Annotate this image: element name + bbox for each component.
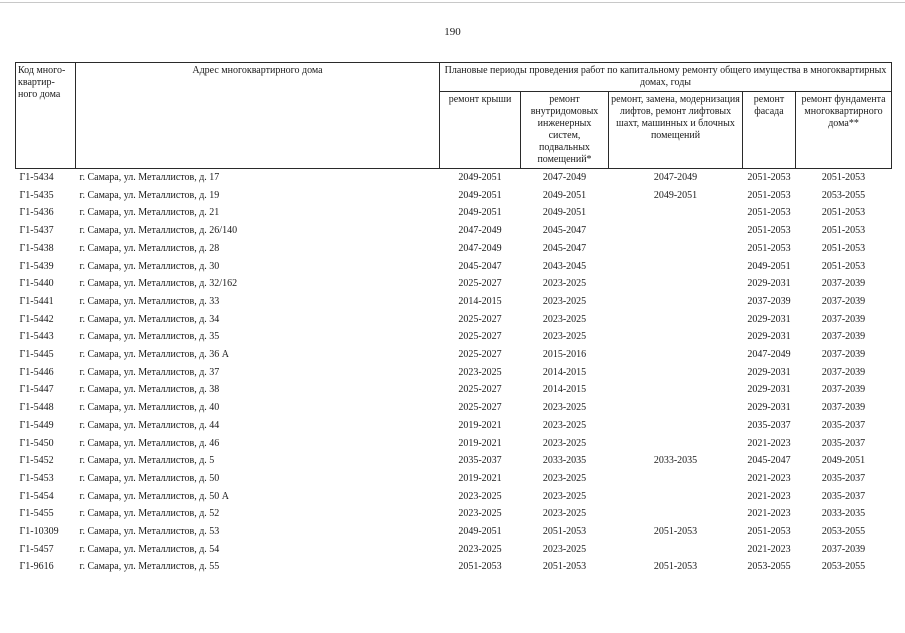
cell-address: г. Самара, ул. Металлистов, д. 28 (79, 242, 220, 254)
cell-lifts (609, 222, 743, 240)
cell-address: г. Самара, ул. Металлистов, д. 53 (79, 526, 220, 538)
cell-systems: 2045-2047 (542, 225, 587, 237)
cell-roof: 2023-2025 (458, 366, 502, 378)
cell-roof: 2035-2037 (458, 455, 502, 467)
header-row-top (16, 63, 892, 92)
header-lifts: ремонт, замена, модернизация лифтов, ремонт лифтовых шахт, машинных и блочных помещений (609, 92, 743, 169)
cell-code: Г1-9616 (19, 561, 54, 573)
cell-facade: 2029-2031 (747, 384, 791, 396)
cell-address: г. Самара, ул. Металлистов, д. 32/162 (79, 278, 238, 290)
cell-systems: 2049-2051 (542, 207, 587, 219)
cell-systems: 2051-2053 (542, 561, 587, 573)
cell-foundation: 2049-2051 (821, 455, 866, 467)
cell-address: г. Самара, ул. Металлистов, д. 40 (79, 402, 220, 414)
cell-lifts: 2051-2053 (653, 561, 698, 573)
cell-address: г. Самара, ул. Металлистов, д. 38 (79, 384, 220, 396)
cell-facade: 2053-2055 (747, 561, 791, 573)
cell-lifts (609, 399, 743, 417)
cell-facade: 2029-2031 (747, 331, 791, 343)
cell-address: г. Самара, ул. Металлистов, д. 44 (79, 419, 220, 431)
cell-systems: 2023-2025 (542, 508, 587, 520)
cell-foundation: 2037-2039 (821, 366, 866, 378)
header-code: Код много-квартир-ного дома (16, 63, 76, 169)
cell-foundation: 2033-2035 (821, 508, 866, 520)
cell-facade: 2045-2047 (747, 455, 791, 467)
cell-address: г. Самара, ул. Металлистов, д. 36 А (79, 349, 230, 361)
table-row (16, 222, 892, 240)
cell-facade: 2051-2053 (747, 172, 791, 183)
cell-foundation: 2037-2039 (821, 331, 866, 343)
cell-code: Г1-5457 (19, 543, 54, 555)
cell-systems: 2045-2047 (542, 242, 587, 254)
cell-roof: 2049-2051 (458, 172, 502, 183)
cell-address: г. Самара, ул. Металлистов, д. 26/140 (79, 225, 238, 237)
table-row (16, 275, 892, 293)
cell-systems: 2023-2025 (542, 295, 587, 307)
table-row (16, 488, 892, 506)
table-row (16, 293, 892, 311)
cell-foundation: 2037-2039 (821, 543, 866, 555)
cell-roof: 2025-2027 (458, 278, 502, 290)
cell-facade: 2021-2023 (747, 437, 791, 449)
cell-systems: 2049-2051 (542, 189, 587, 201)
cell-facade: 2051-2053 (747, 225, 791, 237)
cell-lifts (609, 275, 743, 293)
cell-code: Г1-5448 (19, 402, 54, 414)
cell-facade: 2047-2049 (747, 349, 791, 361)
table-row (16, 523, 892, 541)
cell-facade: 2037-2039 (747, 295, 791, 307)
cell-foundation: 2035-2037 (821, 419, 866, 431)
cell-foundation: 2037-2039 (821, 295, 866, 307)
cell-systems: 2023-2025 (542, 419, 587, 431)
cell-foundation: 2035-2037 (821, 437, 866, 449)
cell-systems: 2023-2025 (542, 402, 587, 414)
cell-foundation: 2053-2055 (821, 189, 866, 201)
cell-systems: 2051-2053 (542, 526, 587, 538)
cell-roof: 2014-2015 (458, 295, 502, 307)
table-row (16, 364, 892, 382)
cell-address: г. Самара, ул. Металлистов, д. 33 (79, 295, 220, 307)
cell-address: г. Самара, ул. Металлистов, д. 5 (79, 455, 215, 467)
cell-address: г. Самара, ул. Металлистов, д. 17 (79, 172, 220, 183)
cell-address: г. Самара, ул. Металлистов, д. 50 (79, 472, 220, 484)
cell-systems: 2023-2025 (542, 331, 587, 343)
cell-facade: 2051-2053 (747, 207, 791, 219)
cell-code: Г1-5452 (19, 455, 54, 467)
cell-lifts (609, 311, 743, 329)
table-row (16, 328, 892, 346)
table-row (16, 417, 892, 435)
cell-foundation: 2035-2037 (821, 490, 866, 502)
cell-systems: 2023-2025 (542, 437, 587, 449)
cell-roof: 2023-2025 (458, 543, 502, 555)
cell-code: Г1-5442 (19, 313, 54, 325)
cell-roof: 2047-2049 (458, 242, 502, 254)
cell-roof: 2025-2027 (458, 313, 502, 325)
repair-schedule-table (15, 62, 892, 576)
cell-lifts (609, 346, 743, 364)
header-systems: ремонт внутридомовых инженерных систем, подвальных помещений* (521, 92, 609, 169)
cell-code: Г1-5440 (19, 278, 54, 290)
cell-roof: 2023-2025 (458, 490, 502, 502)
cell-facade: 2021-2023 (747, 543, 791, 555)
cell-address: г. Самара, ул. Металлистов, д. 46 (79, 437, 220, 449)
page-top-rule (0, 2, 905, 3)
cell-facade: 2029-2031 (747, 402, 791, 414)
cell-facade: 2051-2053 (747, 242, 791, 254)
cell-foundation: 2053-2055 (821, 561, 866, 573)
page-number: 190 (444, 26, 461, 38)
cell-lifts (609, 541, 743, 559)
header-roof: ремонт крыши (440, 92, 521, 169)
cell-code: Г1-5447 (19, 384, 54, 396)
cell-roof: 2025-2027 (458, 384, 502, 396)
cell-code: Г1-5454 (19, 490, 54, 502)
cell-foundation: 2051-2053 (821, 242, 866, 254)
cell-code: Г1-5455 (19, 508, 54, 520)
cell-facade: 2051-2053 (747, 189, 791, 201)
cell-foundation: 2037-2039 (821, 349, 866, 361)
table-row (16, 399, 892, 417)
cell-lifts (609, 240, 743, 258)
cell-lifts (609, 435, 743, 453)
cell-address: г. Самара, ул. Металлистов, д. 19 (79, 189, 220, 201)
cell-roof: 2049-2051 (458, 526, 502, 538)
cell-lifts (609, 328, 743, 346)
cell-roof: 2019-2021 (458, 472, 502, 484)
cell-foundation: 2037-2039 (821, 278, 866, 290)
cell-systems: 2033-2035 (542, 455, 587, 467)
cell-systems: 2043-2045 (542, 260, 587, 272)
cell-foundation: 2051-2053 (821, 260, 866, 272)
cell-foundation: 2051-2053 (821, 207, 866, 219)
cell-facade: 2021-2023 (747, 472, 791, 484)
cell-systems: 2014-2015 (542, 384, 587, 396)
cell-lifts (609, 293, 743, 311)
cell-code: Г1-5434 (19, 172, 54, 183)
cell-foundation: 2035-2037 (821, 472, 866, 484)
cell-facade: 2049-2051 (747, 260, 791, 272)
table-row (16, 169, 892, 187)
cell-lifts: 2033-2035 (653, 455, 698, 467)
table-row (16, 505, 892, 523)
table-row (16, 381, 892, 399)
cell-code: Г1-5438 (19, 242, 54, 254)
cell-roof: 2025-2027 (458, 349, 502, 361)
cell-lifts (609, 470, 743, 488)
cell-lifts (609, 488, 743, 506)
table-row (16, 541, 892, 559)
cell-facade: 2035-2037 (747, 419, 791, 431)
cell-foundation: 2037-2039 (821, 402, 866, 414)
cell-lifts (609, 417, 743, 435)
cell-systems: 2023-2025 (542, 472, 587, 484)
cell-roof: 2025-2027 (458, 402, 502, 414)
table-row (16, 187, 892, 205)
cell-systems: 2023-2025 (542, 278, 587, 290)
cell-address: г. Самара, ул. Металлистов, д. 50 А (79, 490, 230, 502)
cell-lifts (609, 381, 743, 399)
cell-lifts (609, 364, 743, 382)
cell-roof: 2047-2049 (458, 225, 502, 237)
table-row (16, 258, 892, 276)
cell-address: г. Самара, ул. Металлистов, д. 30 (79, 260, 220, 272)
cell-code: Г1-5445 (19, 349, 54, 361)
cell-address: г. Самара, ул. Металлистов, д. 35 (79, 331, 220, 343)
cell-facade: 2051-2053 (747, 526, 791, 538)
cell-code: Г1-5439 (19, 260, 54, 272)
cell-lifts (609, 258, 743, 276)
cell-roof: 2045-2047 (458, 260, 502, 272)
cell-code: Г1-5453 (19, 472, 54, 484)
table-row (16, 240, 892, 258)
cell-address: г. Самара, ул. Металлистов, д. 54 (79, 543, 220, 555)
cell-roof: 2049-2051 (458, 189, 502, 201)
cell-systems: 2023-2025 (542, 313, 587, 325)
cell-facade: 2021-2023 (747, 490, 791, 502)
cell-code: Г1-5450 (19, 437, 54, 449)
header-facade: ремонт фасада (743, 92, 796, 169)
cell-lifts (609, 204, 743, 222)
cell-code: Г1-5441 (19, 295, 54, 307)
cell-code: Г1-5437 (19, 225, 54, 237)
cell-systems: 2014-2015 (542, 366, 587, 378)
cell-facade: 2029-2031 (747, 278, 791, 290)
table-row (16, 452, 892, 470)
cell-address: г. Самара, ул. Металлистов, д. 37 (79, 366, 220, 378)
cell-systems: 2023-2025 (542, 543, 587, 555)
cell-systems: 2015-2016 (542, 349, 587, 361)
cell-lifts: 2049-2051 (653, 189, 698, 201)
cell-code: Г1-5436 (19, 207, 54, 219)
cell-code: Г1-5443 (19, 331, 54, 343)
table-row (16, 346, 892, 364)
table-row (16, 558, 892, 576)
header-planned-periods: Плановые периоды проведения работ по капитальному ремонту общего имущества в многоквартирных домах, годы (440, 63, 892, 92)
cell-foundation: 2051-2053 (821, 225, 866, 237)
cell-systems: 2047-2049 (542, 172, 587, 183)
cell-code: Г1-10309 (19, 526, 59, 538)
cell-address: г. Самара, ул. Металлистов, д. 21 (79, 207, 220, 219)
cell-lifts: 2051-2053 (653, 526, 698, 538)
cell-address: г. Самара, ул. Металлистов, д. 55 (79, 561, 220, 573)
cell-foundation: 2037-2039 (821, 384, 866, 396)
cell-facade: 2029-2031 (747, 366, 791, 378)
cell-systems: 2023-2025 (542, 490, 587, 502)
table-row (16, 470, 892, 488)
cell-roof: 2049-2051 (458, 207, 502, 219)
cell-roof: 2019-2021 (458, 419, 502, 431)
cell-code: Г1-5446 (19, 366, 54, 378)
cell-foundation: 2053-2055 (821, 526, 866, 538)
cell-facade: 2021-2023 (747, 508, 791, 520)
header-foundation: ремонт фундамента многоквартирного дома** (796, 92, 892, 169)
cell-facade: 2029-2031 (747, 313, 791, 325)
table-body (16, 169, 892, 577)
cell-roof: 2023-2025 (458, 508, 502, 520)
table-row (16, 311, 892, 329)
cell-address: г. Самара, ул. Металлистов, д. 34 (79, 313, 220, 325)
cell-roof: 2019-2021 (458, 437, 502, 449)
cell-roof: 2051-2053 (458, 561, 502, 573)
header-address: Адрес многоквартирного дома (76, 63, 440, 169)
cell-foundation: 2051-2053 (821, 172, 866, 183)
cell-foundation: 2037-2039 (821, 313, 866, 325)
table-row (16, 435, 892, 453)
cell-roof: 2025-2027 (458, 331, 502, 343)
cell-lifts (609, 505, 743, 523)
cell-address: г. Самара, ул. Металлистов, д. 52 (79, 508, 220, 520)
table-row (16, 204, 892, 222)
cell-lifts: 2047-2049 (653, 172, 698, 183)
cell-code: Г1-5435 (19, 189, 54, 201)
cell-code: Г1-5449 (19, 419, 54, 431)
